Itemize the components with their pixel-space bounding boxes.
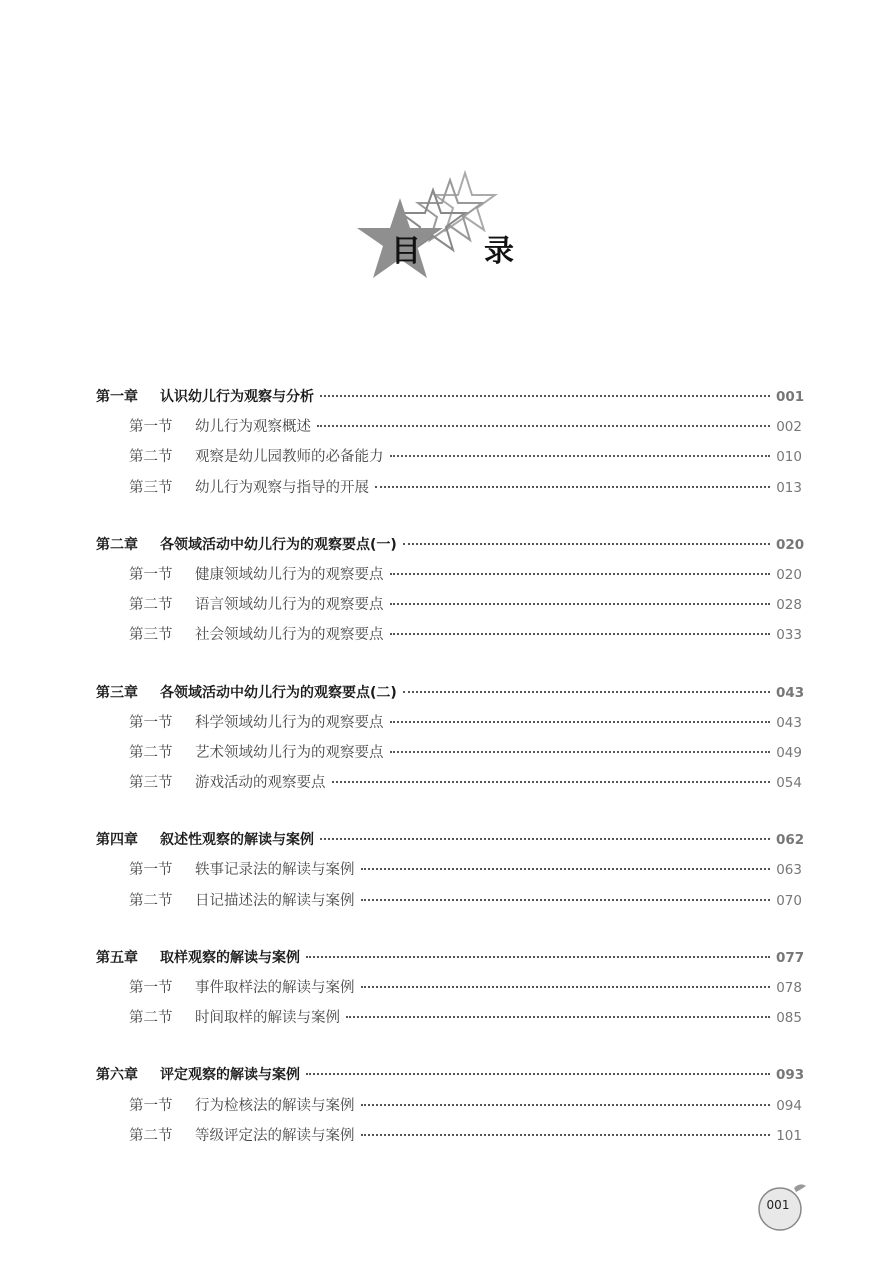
entry-page: 094 [776,1097,802,1114]
toc-chapter-entry[interactable] [96,530,805,560]
entry-number: 第一节 [129,714,173,731]
toc-section-entry[interactable] [96,560,802,590]
entry-title: 行为检核法的解读与案例 [195,1097,355,1114]
toc-chapter [96,943,805,1034]
entry-page: 043 [776,714,802,731]
toc-section-entry[interactable] [96,590,802,620]
entry-number: 第一节 [129,1097,173,1114]
leader-dots [403,691,770,693]
entry-number: 第一节 [129,980,173,996]
entry-page: 063 [776,862,802,879]
toc-heading [355,168,525,293]
leader-dots [375,486,770,488]
entry-number: 第三节 [129,627,173,644]
toc-section-entry[interactable] [96,1091,802,1121]
toc-section-entry[interactable] [96,620,802,650]
entry-title: 等级评定法的解读与案例 [195,1127,355,1144]
toc-section-entry[interactable] [96,1003,802,1033]
entry-number: 第二节 [129,597,173,614]
toc-section-entry[interactable] [96,442,802,472]
entry-number: 第二章 [96,536,138,553]
entry-number: 第二节 [129,744,173,761]
leader-dots [320,395,770,397]
entry-number: 第三章 [96,684,138,701]
entry-title: 各领域活动中幼儿行为的观察要点(一) [160,536,397,553]
entry-page: 101 [776,1127,802,1144]
entry-title: 评定观察的解读与案例 [160,1067,300,1084]
title-char-1: 目 [391,234,421,269]
entry-title: 事件取样法的解读与案例 [195,980,355,996]
entry-page: 010 [776,449,802,466]
page-number: 001 [766,1198,790,1212]
entry-page: 013 [776,479,802,496]
title-char-2: 录 [484,234,514,269]
leader-dots [320,838,770,840]
leader-dots [390,721,771,723]
entry-page: 077 [776,949,805,966]
leader-dots [361,1134,771,1136]
entry-number: 第四章 [96,832,138,849]
toc-section-entry[interactable] [96,768,802,798]
leader-dots [403,543,770,545]
toc-chapter [96,1060,805,1151]
leader-dots [306,956,770,958]
entry-page: 028 [776,597,802,614]
entry-title: 幼儿行为观察与指导的开展 [195,479,369,496]
entry-title: 语言领域幼儿行为的观察要点 [195,597,384,614]
entry-page: 078 [776,980,802,996]
entry-number: 第二节 [129,1010,173,1027]
toc-chapter [96,678,805,799]
entry-page: 043 [776,684,805,701]
leader-dots [346,1016,770,1018]
entry-number: 第一节 [129,566,173,583]
entry-title: 轶事记录法的解读与案例 [195,862,355,879]
toc-chapter-entry[interactable] [96,1060,805,1090]
entry-number: 第二节 [129,449,173,466]
entry-title: 各领域活动中幼儿行为的观察要点(二) [160,684,397,701]
toc-section-entry[interactable] [96,1121,802,1151]
entry-number: 第二节 [129,892,173,909]
toc-section-entry[interactable] [96,412,802,442]
entry-title: 日记描述法的解读与案例 [195,892,355,909]
table-of-contents [96,382,805,1178]
toc-chapter-entry[interactable] [96,825,805,855]
toc-chapter-entry[interactable] [96,382,805,412]
entry-page: 020 [776,536,805,553]
entry-title: 观察是幼儿园教师的必备能力 [195,449,384,466]
entry-number: 第二节 [129,1127,173,1144]
entry-page: 054 [776,775,802,792]
leader-dots [390,751,771,753]
entry-page: 093 [776,1067,805,1084]
entry-title: 叙述性观察的解读与案例 [160,832,314,849]
leader-dots [390,633,771,635]
toc-section-entry[interactable] [96,708,802,738]
leader-dots [361,986,771,988]
leader-dots [390,573,771,575]
leader-dots [361,1104,771,1106]
toc-chapter [96,382,805,503]
leader-dots [317,425,770,427]
entry-title: 游戏活动的观察要点 [195,775,326,792]
entry-number: 第三节 [129,775,173,792]
entry-page: 085 [776,1010,802,1027]
entry-title: 认识幼儿行为观察与分析 [160,389,314,405]
entry-number: 第六章 [96,1067,138,1084]
entry-page: 001 [776,389,805,405]
toc-chapter-entry[interactable] [96,943,805,973]
leader-dots [361,899,771,901]
entry-title: 艺术领域幼儿行为的观察要点 [195,744,384,761]
entry-title: 取样观察的解读与案例 [160,949,300,966]
leader-dots [361,868,771,870]
entry-title: 社会领域幼儿行为的观察要点 [195,627,384,644]
entry-page: 020 [776,566,802,583]
entry-page: 049 [776,744,802,761]
entry-title: 时间取样的解读与案例 [195,1010,340,1027]
entry-number: 第三节 [129,479,173,496]
toc-chapter [96,825,805,916]
entry-page: 070 [776,892,802,909]
entry-page: 062 [776,832,805,849]
entry-number: 第一节 [129,862,173,879]
leader-dots [390,455,771,457]
toc-section-entry[interactable] [96,855,802,885]
toc-section-entry[interactable] [96,886,802,916]
entry-number: 第一节 [129,419,173,436]
entry-page: 002 [776,419,802,436]
toc-section-entry[interactable] [96,473,802,503]
entry-title: 幼儿行为观察概述 [195,419,311,436]
entry-number: 第一章 [96,389,138,405]
toc-section-entry[interactable] [96,973,802,1003]
toc-section-entry[interactable] [96,738,802,768]
toc-chapter-entry[interactable] [96,678,805,708]
entry-page: 033 [776,627,802,644]
entry-title: 科学领域幼儿行为的观察要点 [195,714,384,731]
leader-dots [332,781,771,783]
toc-chapter [96,530,805,651]
entry-number: 第五章 [96,949,138,966]
entry-title: 健康领域幼儿行为的观察要点 [195,566,384,583]
leader-dots [390,603,771,605]
leader-dots [306,1073,770,1075]
